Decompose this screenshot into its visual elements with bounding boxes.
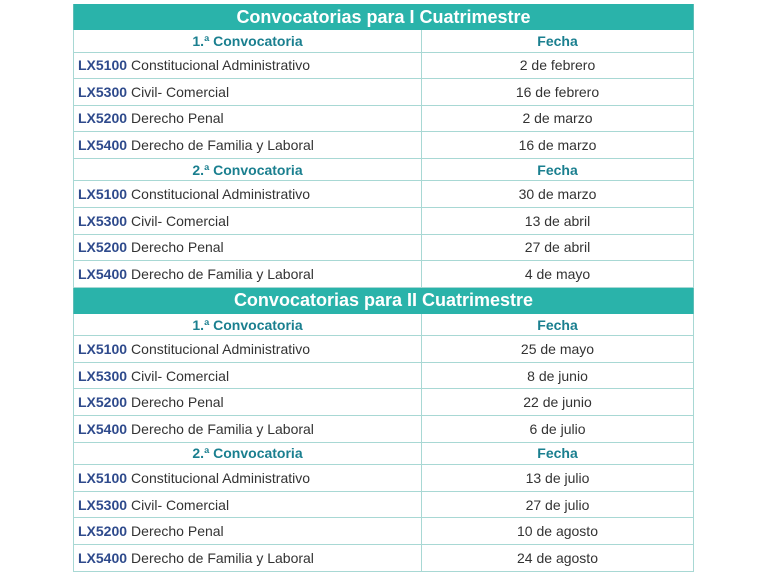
subject-cell bbox=[74, 106, 422, 132]
subject-name: Derecho Penal bbox=[131, 110, 224, 127]
subject-cell bbox=[74, 492, 422, 518]
subject-cell bbox=[74, 389, 422, 415]
course-code: LX5200 bbox=[78, 523, 128, 540]
section-title: Convocatorias para II Cuatrimestre bbox=[73, 288, 694, 314]
subject-name: Derecho de Familia y Laboral bbox=[131, 265, 314, 282]
course-code: LX5400 bbox=[78, 265, 128, 282]
subject-cell bbox=[74, 261, 422, 287]
table-row bbox=[73, 336, 694, 363]
date-cell: 27 de abril bbox=[524, 239, 591, 256]
date-cell: 6 de julio bbox=[529, 420, 586, 437]
call-header-row bbox=[73, 314, 694, 337]
date-cell: 30 de marzo bbox=[518, 186, 597, 203]
date-cell: 16 de febrero bbox=[515, 83, 600, 100]
course-code: LX5400 bbox=[78, 420, 128, 437]
course-code: LX5300 bbox=[78, 496, 128, 513]
call-label: 1.ª Convocatoria bbox=[74, 314, 422, 336]
subject-cell bbox=[74, 181, 422, 207]
course-code: LX5200 bbox=[78, 110, 128, 127]
course-code: LX5300 bbox=[78, 212, 128, 229]
subject-name: Constitucional Administrativo bbox=[131, 341, 311, 358]
subject-name: Constitucional Administrativo bbox=[131, 57, 311, 74]
date-cell: 16 de marzo bbox=[518, 137, 597, 154]
subject-name: Civil- Comercial bbox=[131, 367, 230, 384]
table-row bbox=[73, 79, 694, 106]
subject-cell bbox=[74, 545, 422, 571]
course-code: LX5100 bbox=[78, 469, 128, 486]
call-header-row bbox=[73, 159, 694, 182]
call-header-row bbox=[73, 443, 694, 466]
course-code: LX5400 bbox=[78, 549, 128, 566]
course-code: LX5100 bbox=[78, 186, 128, 203]
table-row bbox=[73, 389, 694, 416]
table-row bbox=[73, 53, 694, 80]
subject-cell bbox=[74, 235, 422, 261]
date-cell: 13 de abril bbox=[524, 212, 591, 229]
table-row bbox=[73, 416, 694, 443]
section-title: Convocatorias para I Cuatrimestre bbox=[73, 4, 694, 30]
course-code: LX5200 bbox=[78, 239, 128, 256]
exam-schedule-table bbox=[73, 4, 694, 572]
date-cell: 22 de junio bbox=[523, 394, 592, 411]
course-code: LX5300 bbox=[78, 367, 128, 384]
table-row bbox=[73, 261, 694, 288]
date-cell: 10 de agosto bbox=[517, 523, 598, 540]
subject-cell bbox=[74, 208, 422, 234]
date-column-header: Fecha bbox=[537, 316, 578, 333]
table-row bbox=[73, 181, 694, 208]
call-label: 1.ª Convocatoria bbox=[74, 30, 422, 52]
date-column-header: Fecha bbox=[537, 32, 578, 49]
subject-name: Constitucional Administrativo bbox=[131, 469, 311, 486]
date-cell: 24 de agosto bbox=[517, 549, 598, 566]
subject-cell bbox=[74, 518, 422, 544]
subject-name: Derecho Penal bbox=[131, 523, 224, 540]
date-cell: 13 de julio bbox=[525, 469, 590, 486]
table-row bbox=[73, 518, 694, 545]
date-cell: 2 de marzo bbox=[522, 110, 593, 127]
subject-name: Civil- Comercial bbox=[131, 212, 230, 229]
subject-name: Derecho de Familia y Laboral bbox=[131, 420, 314, 437]
subject-cell bbox=[74, 132, 422, 158]
date-column-header: Fecha bbox=[537, 161, 578, 178]
course-code: LX5300 bbox=[78, 83, 128, 100]
subject-name: Derecho de Familia y Laboral bbox=[131, 549, 314, 566]
call-label: 2.ª Convocatoria bbox=[74, 443, 422, 465]
subject-cell bbox=[74, 465, 422, 491]
table-row bbox=[73, 208, 694, 235]
subject-name: Derecho de Familia y Laboral bbox=[131, 137, 314, 154]
call-label: 2.ª Convocatoria bbox=[74, 159, 422, 181]
subject-name: Constitucional Administrativo bbox=[131, 186, 311, 203]
course-code: LX5100 bbox=[78, 341, 128, 358]
subject-name: Civil- Comercial bbox=[131, 496, 230, 513]
date-column-header: Fecha bbox=[537, 445, 578, 462]
table-row bbox=[73, 465, 694, 492]
table-row bbox=[73, 132, 694, 159]
subject-name: Civil- Comercial bbox=[131, 83, 230, 100]
subject-cell bbox=[74, 363, 422, 389]
course-code: LX5200 bbox=[78, 394, 128, 411]
date-cell: 25 de mayo bbox=[520, 341, 595, 358]
table-row bbox=[73, 363, 694, 390]
subject-cell bbox=[74, 416, 422, 442]
table-row bbox=[73, 545, 694, 572]
subject-name: Derecho Penal bbox=[131, 394, 224, 411]
call-header-row bbox=[73, 30, 694, 53]
table-row bbox=[73, 106, 694, 133]
subject-name: Derecho Penal bbox=[131, 239, 224, 256]
subject-cell bbox=[74, 53, 422, 79]
table-row bbox=[73, 492, 694, 519]
course-code: LX5400 bbox=[78, 137, 128, 154]
table-row bbox=[73, 235, 694, 262]
subject-cell bbox=[74, 336, 422, 362]
date-cell: 4 de mayo bbox=[524, 265, 591, 282]
course-code: LX5100 bbox=[78, 57, 128, 74]
subject-cell bbox=[74, 79, 422, 105]
date-cell: 27 de julio bbox=[525, 496, 590, 513]
date-cell: 2 de febrero bbox=[519, 57, 596, 74]
date-cell: 8 de junio bbox=[527, 367, 588, 384]
